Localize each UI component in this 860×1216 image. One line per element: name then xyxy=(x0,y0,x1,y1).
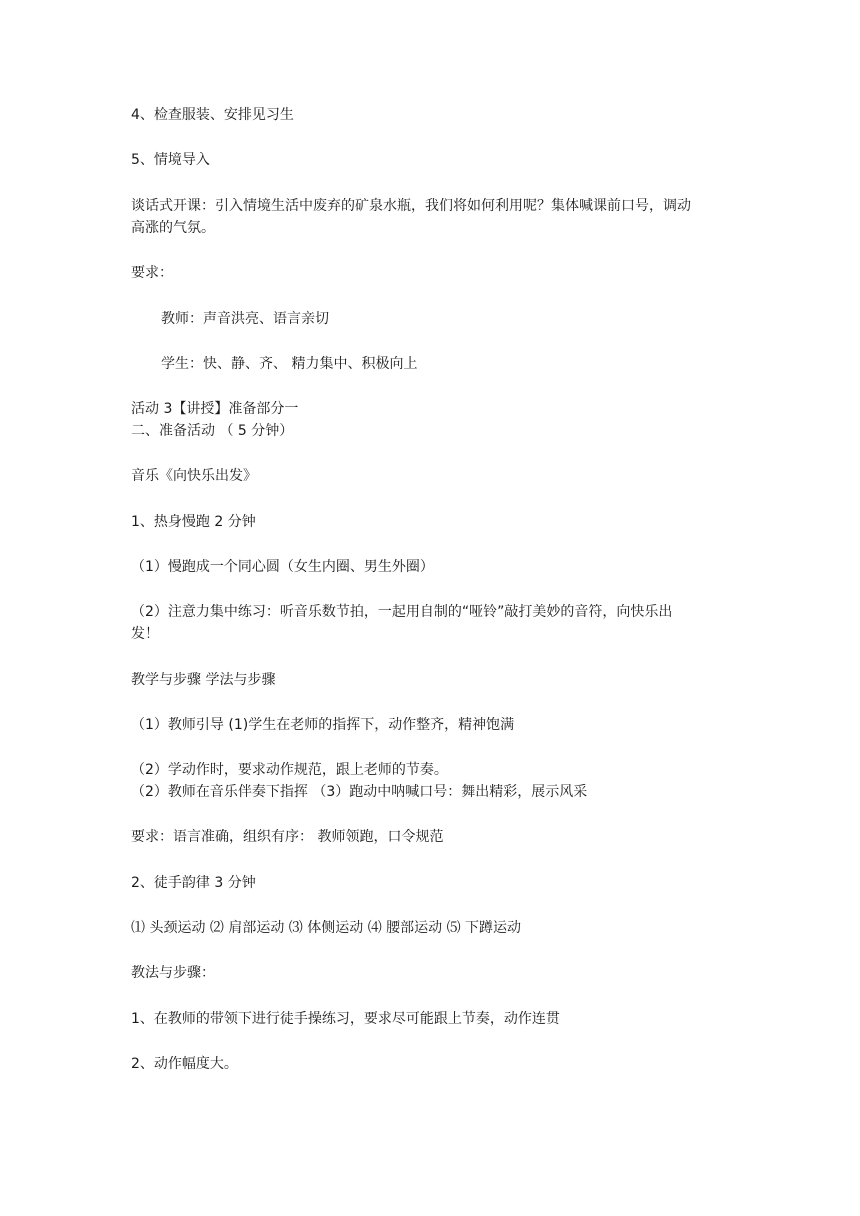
intro-paragraph-line-1: 谈话式开课：引入情境生活中废弃的矿泉水瓶，我们将如何利用呢？集体喊课前口号，调动 xyxy=(131,198,691,214)
teaching-step-1: （1）教师引导 (1)学生在老师的指挥下，动作整齐，精神饱满 xyxy=(131,717,515,733)
teaching-steps-heading: 教学与步骤 学法与步骤 xyxy=(131,672,276,688)
method-step-1: 1、在教师的带领下进行徒手操练习，要求尽可能跟上节奏，动作连贯 xyxy=(131,1011,560,1027)
step-5-scenario-intro: 5、情境导入 xyxy=(131,152,210,168)
requirements-summary: 要求：语言准确，组织有序： 教师领跑，口令规范 xyxy=(131,829,444,845)
method-step-2: 2、动作幅度大。 xyxy=(131,1056,238,1072)
music-title: 音乐《向快乐出发》 xyxy=(131,468,257,484)
teacher-requirement: 教师：声音洪亮、语言亲切 xyxy=(161,311,329,327)
step-4-check-clothing: 4、检查服装、安排见习生 xyxy=(131,107,294,123)
exercise-list: ⑴ 头颈运动 ⑵ 肩部运动 ⑶ 体侧运动 ⑷ 腰部运动 ⑸ 下蹲运动 xyxy=(131,920,522,936)
freehand-rhythm-heading: 2、徒手韵律 3 分钟 xyxy=(131,875,256,891)
warmup-jog-heading: 1、热身慢跑 2 分钟 xyxy=(131,514,256,530)
warmup-item-1: （1）慢跑成一个同心圆（女生内圈、男生外圈） xyxy=(131,559,434,575)
section-2-heading: 二、准备活动 （ 5 分钟） xyxy=(131,423,294,439)
activity-3-heading: 活动 3【讲授】准备部分一 xyxy=(131,401,299,417)
method-heading: 教法与步骤： xyxy=(131,965,215,981)
warmup-item-2-line-1: （2）注意力集中练习：听音乐数节拍，一起用自制的“哑铃”敲打美妙的音符，向快乐出 xyxy=(131,604,673,620)
warmup-item-2-line-2: 发！ xyxy=(131,626,159,642)
student-requirement: 学生：快、静、齐、 精力集中、积极向上 xyxy=(161,356,418,372)
teaching-step-2a: （2）学动作时，要求动作规范，跟上老师的节奏。 xyxy=(131,762,448,778)
intro-paragraph-line-2: 高涨的气氛。 xyxy=(131,220,215,236)
teaching-step-2b: （2）教师在音乐伴奏下指挥 （3）跑动中呐喊口号：舞出精彩，展示风采 xyxy=(131,784,588,800)
requirements-heading: 要求： xyxy=(131,265,173,281)
